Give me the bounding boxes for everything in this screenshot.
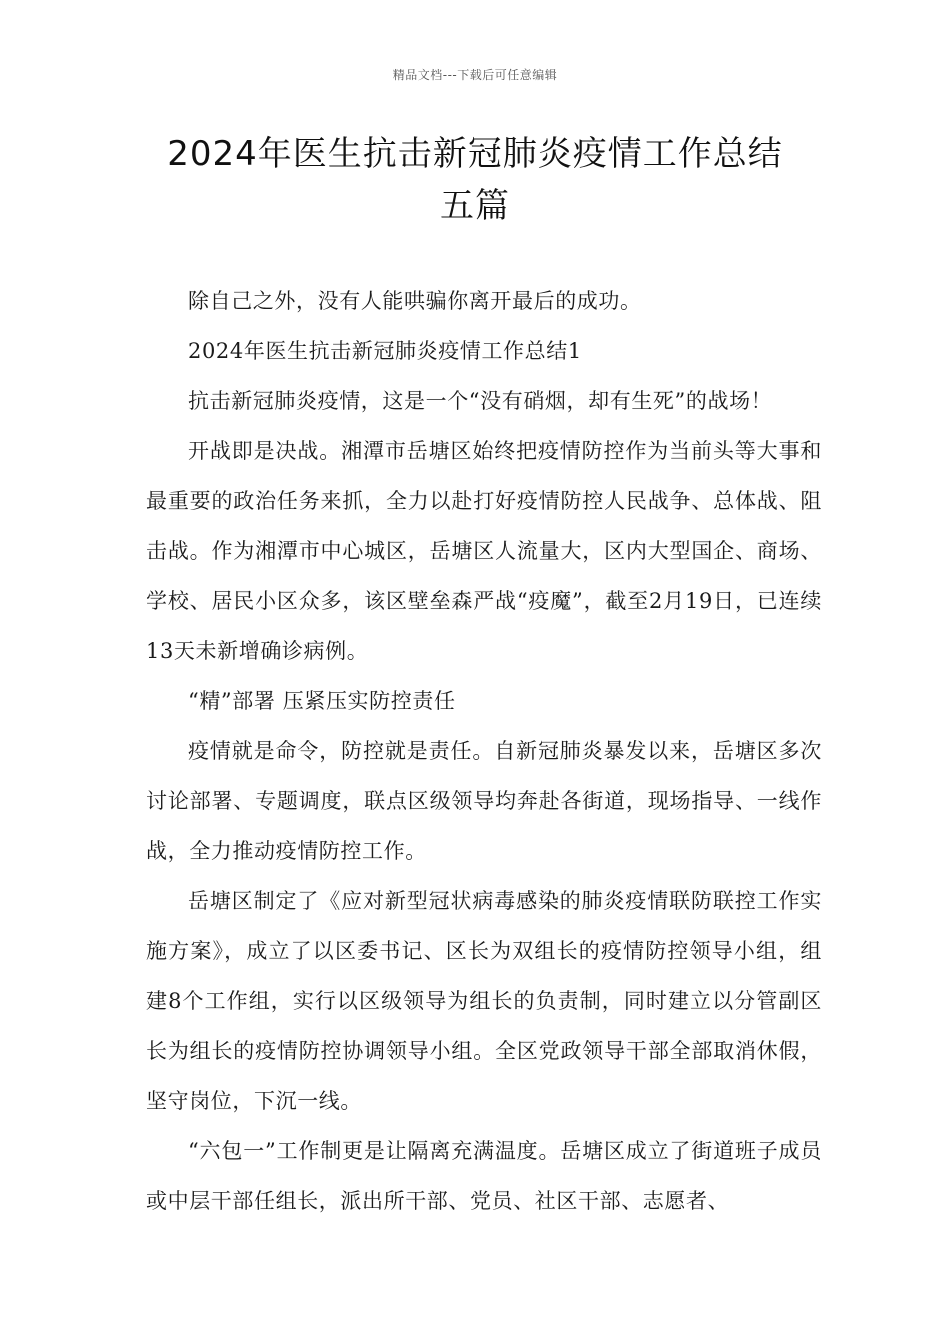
paragraph: 岳塘区制定了《应对新型冠状病毒感染的肺炎疫情联防联控工作实施方案》，成立了以区委书记、区长为双组长的疫情防控领导小组，组建8个工作组，实行以区级领导为组长的负责制，同时建立以分管副区长为组长的疫情防控协调领导小组。全区党政领导干部全部取消休假，坚守岗位，下沉一线。 [146, 889, 822, 1113]
document-body [146, 276, 822, 1226]
paragraph: “六包一”工作制更是让隔离充满温度。岳塘区成立了街道班子成员或中层干部任组长，派出所干部、党员、社区干部、志愿者、 [146, 1139, 822, 1213]
title-line-1: 2024年医生抗击新冠肺炎疫情工作总结 [167, 134, 783, 174]
page-header: 精品文档---下载后可任意编辑 [392, 68, 558, 82]
paragraph-motto: 除自己之外，没有人能哄骗你离开最后的成功。 [188, 289, 642, 313]
paragraph: 疫情就是命令，防控就是责任。自新冠肺炎暴发以来，岳塘区多次讨论部署、专题调度，联点区级领导均奔赴各街道，现场指导、一线作战，全力推动疫情防控工作。 [146, 739, 822, 863]
paragraph-section-title: 2024年医生抗击新冠肺炎疫情工作总结1 [188, 339, 582, 363]
title-line-2: 五篇 [440, 186, 510, 226]
paragraph: 开战即是决战。湘潭市岳塘区始终把疫情防控作为当前头等大事和最重要的政治任务来抓，全力以赴打好疫情防控人民战争、总体战、阻击战。作为湘潭市中心城区，岳塘区人流量大，区内大型国企、商场、学校、居民小区众多，该区壁垒森严战“疫魔”，截至2月19日，已连续13天未新增确诊病例。 [146, 439, 822, 663]
paragraph: 抗击新冠肺炎疫情，这是一个“没有硝烟，却有生死”的战场！ [188, 389, 773, 413]
document-title [100, 128, 850, 232]
paragraph-subheading: “精”部署 压紧压实防控责任 [188, 689, 456, 713]
